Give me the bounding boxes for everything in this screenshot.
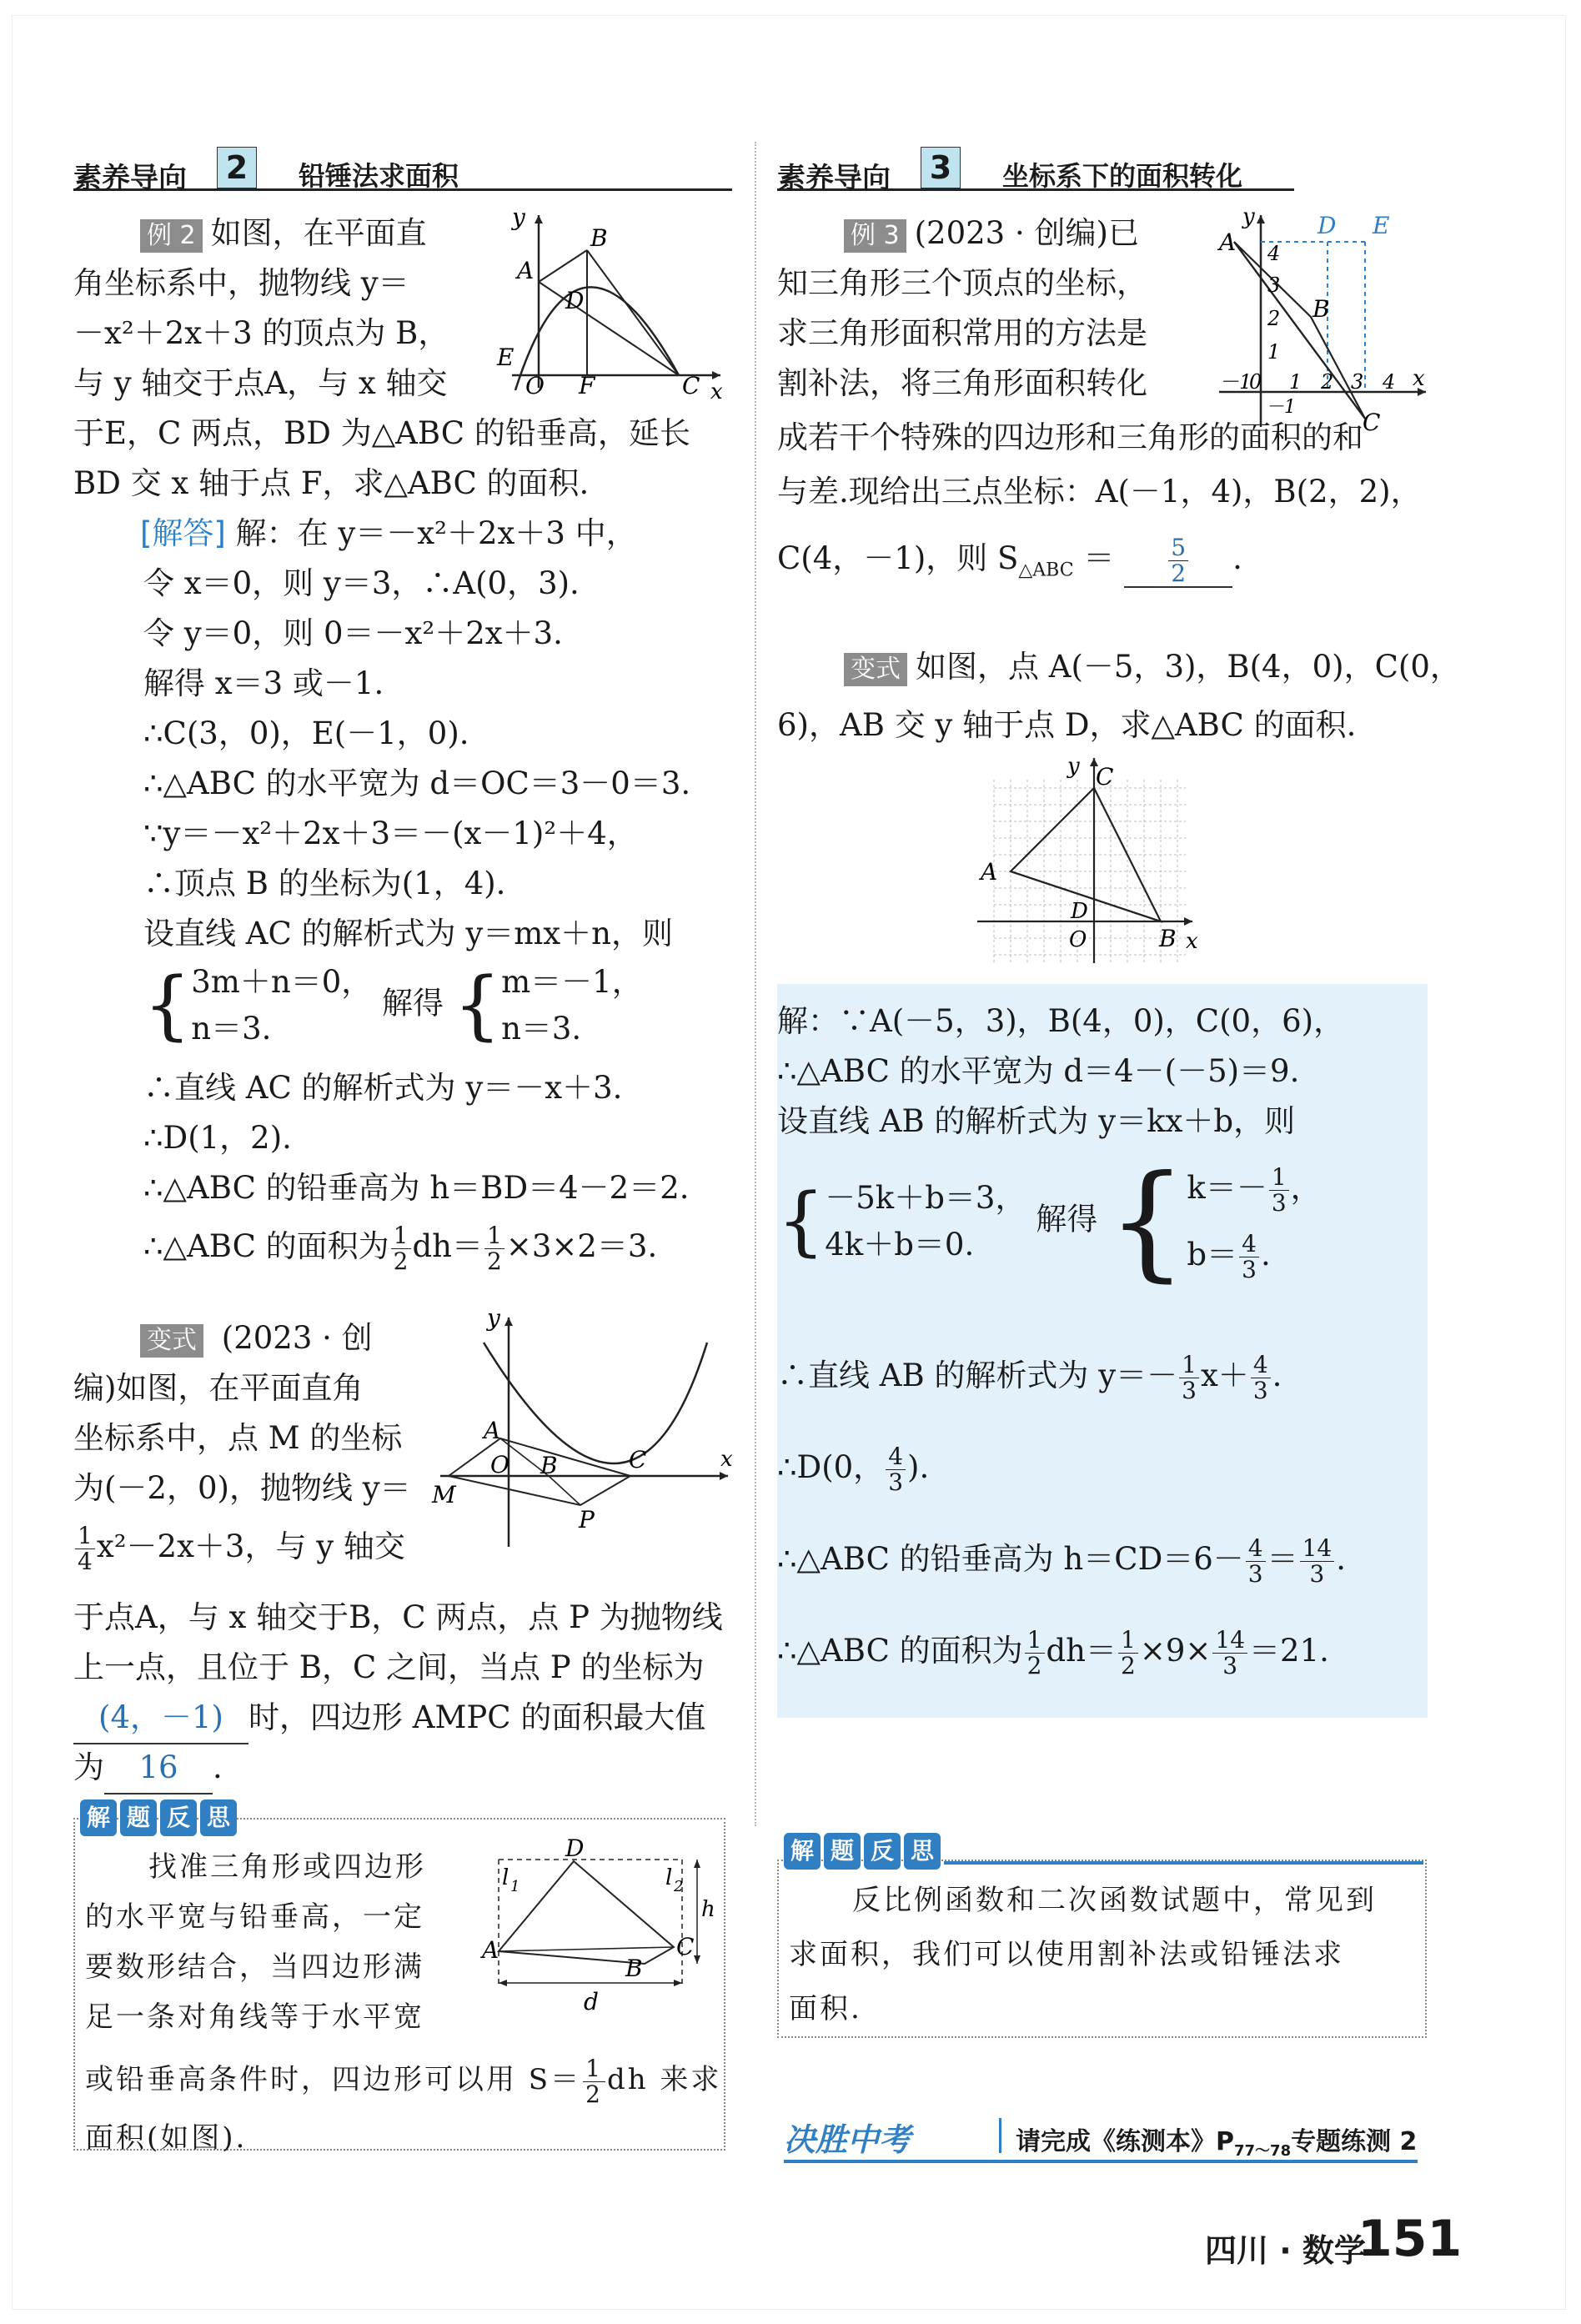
svg-text:d: d [584,1988,599,2015]
example-2-line-1: 例 2 如图，在平面直 [140,208,427,259]
svg-text:x: x [720,1447,733,1472]
reflection-line-4: 足一条对角线等于水平宽 [85,2000,424,2034]
variant-line-4: 为(－2，0)，抛物线 y＝ [73,1470,411,1506]
solution-line-ab: ∴直线 AB 的解析式为 y＝－ $\frac{1}{3}$ x＋ $\frac{4}{3}$ . [777,1351,1282,1404]
reflection-line-3: 要数形结合，当四边形满 [85,1950,424,1984]
reflection-tag-underline [944,1861,1423,1865]
solution-line-area: ∴△ABC 的面积为 $\frac{1}{2}$ dh＝ $\frac{1}{2}$ ×9× $\frac{14}{3}$ ＝21. [777,1626,1329,1679]
svg-text:M: M [432,1481,456,1508]
svg-text:A: A [1219,228,1237,256]
reflection-r-line-2: 求面积，我们可以使用割补法或铅锤法求 [789,1938,1344,1971]
answer-blank-point-p[interactable]: (4，－1) [73,1693,248,1744]
svg-text:x: x [1186,929,1198,954]
svg-text:－1: －1 [1266,397,1296,418]
svg-text:h: h [701,1897,715,1922]
variant-line-9: 为 16 . [73,1743,223,1794]
svg-text:3: 3 [1267,274,1281,297]
variant-line-1: 变式 (2023 · 创 [140,1313,373,1363]
column-divider [755,142,756,1826]
answer-blank-triangle-area[interactable]: $\frac{5}{2}$ [1124,534,1232,588]
svg-text:1: 1 [1289,370,1302,394]
variant-line-3: 坐标系中，点 M 的坐标 [73,1420,403,1456]
variant-line-2: 编)如图，在平面直角 [73,1370,364,1406]
svg-text:0: 0 [1249,370,1262,394]
example-3-line-7: C(4，－1)，则 $S_{\triangle ABC}$ ＝ $\frac{5}{2}$ . [777,534,1242,587]
svg-text:x: x [1413,366,1425,391]
svg-text:l: l [665,1865,673,1890]
variant-line-6: 于点A，与 x 轴交于B，C 两点，点 P 为抛物线 [73,1599,723,1635]
svg-text:C: C [1363,409,1381,436]
answer-line-6: ∴△ABC 的水平宽为 d＝OC＝3－0＝3. [143,765,691,801]
equation-system-1: {3m＋n＝0， n＝3. 解得 {m＝－1， n＝3. [143,961,643,1049]
variant-line-7: 上一点，且位于 B，C 之间，当点 P 的坐标为 [73,1649,705,1685]
answer-line-2: 令 x＝0，则 y＝3，∴A(0，3). [143,565,580,601]
reflection-line-5: 或铅垂高条件时，四边形可以用 S＝ $\frac{1}{2}$ dh 来求 [85,2054,722,2108]
svg-text:A: A [981,858,998,886]
example-2-line-4: 与 y 轴交于点A，与 x 轴交 [73,365,448,401]
solution-line-1: 解：∵A(－5，3)，B(4，0)，C(0，6)， [777,1003,1345,1039]
svg-text:B: B [625,1955,643,1982]
variant-tag: 变式 [140,1324,203,1358]
variant-line-5: $\frac{1}{4}$ x²－2x＋3，与 y 轴交 [73,1522,405,1574]
reflection-tag-right: 解 题 反 思 [784,1833,941,1870]
example-2-line-2: 角坐标系中，抛物线 y＝ [73,265,409,301]
example-3-line-1: 例 3 (2023 · 创编)已 [844,208,1139,259]
svg-text:D: D [565,287,585,314]
answer-blank-max-area[interactable]: 16 [104,1743,213,1794]
solution-line-2: ∴△ABC 的水平宽为 d＝4－(－5)＝9. [777,1053,1300,1089]
svg-text:B: B [1159,925,1177,952]
reflection-line-2: 的水平宽与铅垂高，一定 [85,1900,424,1934]
footer-underline [784,2160,1418,2163]
svg-text:D: D [1071,899,1088,924]
coordinate-figure-abc [1219,204,1428,436]
svg-text:A: A [484,1417,501,1444]
reflection-line-1: 找准三角形或四边形 [148,1850,426,1884]
answer-line-4: 解得 x＝3 或－1. [143,665,384,701]
svg-text:2: 2 [674,1878,684,1895]
svg-text:E: E [1373,212,1390,239]
section-number: 3 [921,147,961,188]
svg-text:y: y [1242,204,1255,229]
svg-text:B: B [590,224,608,252]
svg-text:3: 3 [1351,370,1364,394]
svg-text:x: x [710,379,723,404]
variant-line-8: (4，－1) 时，四边形 AMPC 的面积最大值 [73,1693,705,1744]
right-column [777,125,1461,2025]
svg-text:4: 4 [1267,242,1281,265]
svg-text:P: P [579,1506,595,1533]
svg-text:E: E [497,344,514,371]
quadrilateral-figure [482,1835,724,2018]
svg-text:B: B [1312,295,1330,323]
svg-text:y: y [1067,754,1080,779]
section-label: 素养导向 [777,162,891,195]
answer-line-1: [解答] 解：在 y＝－x²＋2x＋3 中， [140,515,637,551]
example-2-line-6: BD 交 x 轴于点 F，求△ABC 的面积. [73,465,590,501]
svg-text:B: B [540,1452,558,1479]
svg-text:O: O [525,372,545,399]
variant-r-line-1: 变式 如图，点 A(－5，3)，B(4，0)，C(0， [844,642,1461,692]
example-3-line-4: 割补法，将三角形面积转化 [777,365,1147,401]
svg-text:4: 4 [1383,370,1396,394]
svg-text:A: A [517,257,535,284]
example-2-line-3: －x²＋2x＋3 的顶点为 B， [73,315,449,351]
equation-system-2: {－5k＋b＝3， 4k＋b＝0. 解得 {k＝－ $\frac{1}{3}$ ， b＝ $\frac{4}{3}$ . [777,1149,1322,1294]
reflection-r-line-1: 反比例函数和二次函数试题中，常见到 [852,1884,1377,1917]
answer-line-10: ∴直线 AC 的解析式为 y＝－x＋3. [143,1070,623,1106]
answer-area-line: ∴△ABC 的面积为 $\frac{1}{2}$ dh＝ $\frac{1}{2}$ ×3×2＝3. [143,1222,658,1275]
svg-text:C: C [682,372,700,399]
section-number: 2 [217,147,257,188]
svg-text:l: l [502,1865,509,1890]
svg-text:2: 2 [1321,370,1334,394]
svg-text:D: D [1318,212,1337,239]
variant-tag: 变式 [844,653,907,686]
svg-text:A: A [482,1936,499,1964]
reflection-tag-left: 解 题 反 思 [80,1799,237,1836]
svg-text:C: C [629,1446,647,1473]
example-3-line-2: 知三角形三个顶点的坐标， [777,265,1147,301]
answer-line-5: ∴C(3，0)，E(－1，0). [143,715,469,751]
svg-text:D: D [565,1835,585,1862]
svg-text:2: 2 [1267,307,1281,330]
fig1-y-label: y [512,203,525,231]
answer-line-3: 令 y＝0，则 0＝－x²＋2x＋3. [143,615,563,651]
example-tag: 例 3 [844,219,906,253]
page-number: 151 [1358,2210,1463,2268]
answer-line-12: ∴△ABC 的铅垂高为 h＝BD＝4－2＝2. [143,1170,690,1206]
answer-line-9: 设直线 AC 的解析式为 y＝mx＋n，则 [143,916,673,951]
example-tag: 例 2 [140,219,203,253]
section-label: 素养导向 [73,162,187,195]
parabola-figure-1 [495,203,729,404]
solution-line-3: 设直线 AB 的解析式为 y＝kx＋b，则 [777,1103,1296,1139]
page-region-label: 四川 · 数学 [1205,2232,1366,2269]
footer-logo: 决胜中考 [784,2121,911,2158]
svg-text:F: F [579,372,595,399]
example-3-line-3: 求三角形面积常用的方法是 [777,315,1147,351]
answer-line-8: ∴顶点 B 的坐标为(1，4). [143,866,506,901]
answer-tag: [解答] [140,515,226,551]
svg-text:C: C [676,1933,695,1960]
footer-separator [999,2118,1001,2153]
svg-text:y: y [487,1304,500,1332]
answer-line-11: ∴D(1，2). [143,1120,292,1156]
example-2-line-5: 于E，C 两点，BD 为△ABC 的铅垂高，延长 [73,415,690,451]
answer-line-7: ∵y＝－x²＋2x＋3＝－(x－1)²＋4， [143,816,638,851]
svg-text:－1: －1 [1219,370,1252,394]
section-header-3 [777,125,1294,195]
reflection-r-line-3: 面积. [789,1992,862,2025]
footer-task-link[interactable]: 请完成《练测本》$P_{77\sim 78}$专题练测 2 [1016,2127,1418,2160]
example-3-line-6: 与差.现给出三点坐标：A(－1，4)，B(2，2)， [777,474,1422,509]
reflection-line-6: 面积(如图). [85,2121,248,2155]
svg-text:1: 1 [510,1878,520,1895]
variant-r-line-2: 6)，AB 交 y 轴于点 D，求△ABC 的面积. [777,707,1357,743]
solution-line-h: ∴△ABC 的铅垂高为 h＝CD＝6－ $\frac{4}{3}$ ＝ $\frac{14}{3}$ . [777,1534,1347,1588]
svg-text:C: C [1096,763,1114,791]
svg-text:1: 1 [1267,340,1281,364]
section-header-2 [73,125,732,195]
solution-line-d: ∴D(0， $\frac{4}{3}$ ). [777,1443,930,1496]
section-title: 铅锤法求面积 [299,160,459,192]
section-title: 坐标系下的面积转化 [1002,160,1243,192]
example-3-line-5: 成若干个特殊的四边形和三角形的面积的和 [777,419,1363,455]
parabola-figure-2 [424,1304,736,1551]
left-column [73,125,733,2155]
grid-figure-abc [977,754,1198,967]
svg-text:O: O [1069,927,1087,952]
svg-text:O: O [490,1451,509,1478]
